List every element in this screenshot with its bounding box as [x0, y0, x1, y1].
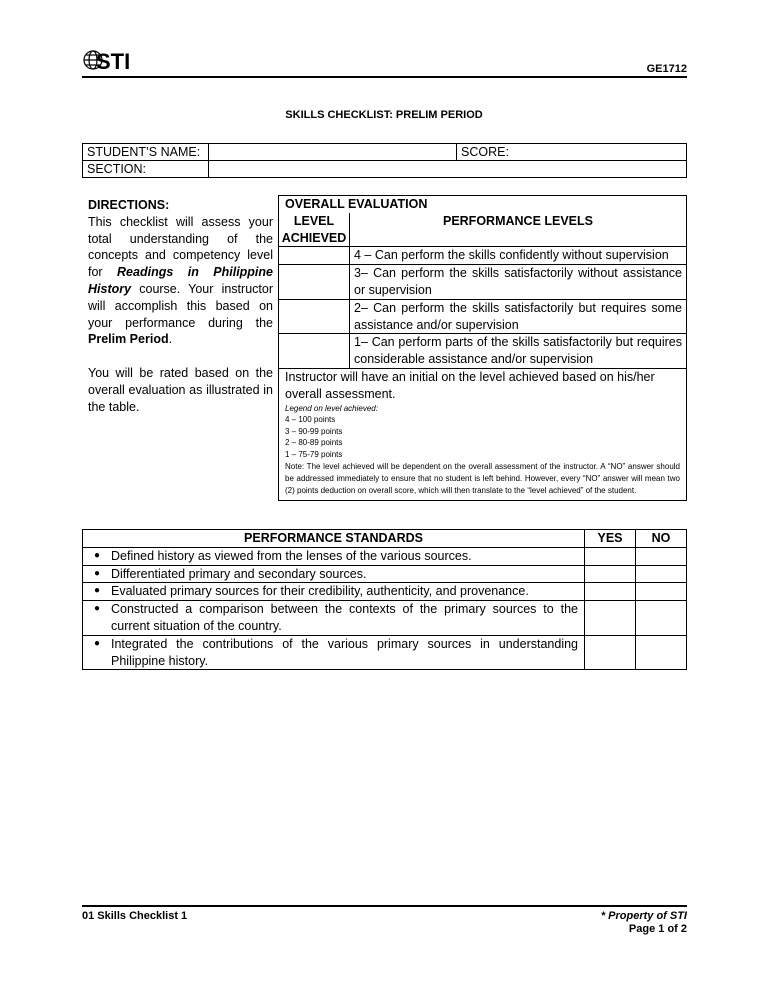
standard-text: Evaluated primary sources for their credibility, authenticity, and provenance. — [111, 584, 529, 599]
performance-standards-header: PERFORMANCE STANDARDS — [83, 530, 585, 548]
yes-header: YES — [585, 530, 636, 548]
level-checkbox-2[interactable] — [279, 299, 350, 334]
bullet-icon: ● — [93, 549, 101, 561]
performance-levels-header: PERFORMANCE LEVELS — [350, 213, 687, 247]
student-name-label: STUDENT’S NAME: — [83, 144, 209, 161]
overall-evaluation-table — [278, 195, 687, 501]
student-info-table — [82, 143, 687, 178]
legend-item: 2 – 80-89 points — [285, 438, 343, 448]
directions — [88, 197, 273, 416]
page-title: SKILLS CHECKLIST: PRELIM PERIOD — [285, 109, 483, 121]
table-row — [83, 601, 687, 636]
table-row — [83, 583, 687, 601]
yes-cell[interactable] — [585, 601, 636, 636]
table-row — [83, 635, 687, 670]
evaluation-caption: OVERALL EVALUATION — [279, 196, 687, 213]
yes-cell[interactable] — [585, 565, 636, 583]
performance-level-row — [279, 265, 687, 300]
no-cell[interactable] — [636, 583, 687, 601]
directions-text: This checklist will assess your total understanding of the concepts and competency level for — [88, 214, 273, 280]
performance-level-4: 4 – Can perform the skills confidently without supervision — [350, 247, 687, 265]
svg-text:STI: STI — [96, 49, 131, 74]
no-cell[interactable] — [636, 547, 687, 565]
bullet-icon: ● — [93, 637, 101, 649]
performance-level-row — [279, 299, 687, 334]
standard-text: Differentiated primary and secondary sources. — [111, 566, 367, 581]
performance-level-row — [279, 247, 687, 265]
level-checkbox-3[interactable] — [279, 265, 350, 300]
section-field[interactable] — [209, 161, 687, 178]
performance-standards-table — [82, 529, 687, 670]
footer-divider — [82, 905, 687, 907]
yes-cell[interactable] — [585, 635, 636, 670]
standard-text: Integrated the contributions of the various primary sources in understanding Philippine history. — [111, 636, 578, 668]
bullet-icon: ● — [93, 585, 101, 597]
directions-period-end: . — [168, 332, 173, 347]
footer-property: * Property of STI — [600, 910, 687, 922]
legend-title: Legend on level achieved: — [285, 403, 378, 413]
performance-level-2: 2– Can perform the skills satisfactorily but requires some assistance and/or supervision — [350, 299, 687, 334]
level-checkbox-4[interactable] — [279, 247, 350, 265]
directions-text-2: course. Your instructor will accomplish this based on your performance during the — [88, 281, 273, 330]
period-name: Prelim Period — [88, 332, 169, 347]
evaluation-note: Note: The level achieved will be dependent on the overall assessment of the instructor. A “NO” answer should be addressed immediately to ensure that no student is left behind. However, every “NO” answer will mean two (2) points deduction on overall score, which will then translate to the “level achieved” of the student. — [285, 461, 680, 496]
standard-text: Constructed a comparison between the contexts of the primary sources to the current situation of the country. — [111, 602, 578, 633]
no-cell[interactable] — [636, 565, 687, 583]
table-row — [83, 565, 687, 583]
footer-doc-name: 01 Skills Checklist 1 — [82, 910, 188, 922]
document-code: GE1712 — [646, 63, 687, 75]
bullet-icon: ● — [93, 567, 101, 579]
instructor-note: Instructor will have an initial on the level achieved based on his/her overall assessment. — [285, 369, 655, 401]
performance-level-row — [279, 334, 687, 369]
no-header: NO — [636, 530, 687, 548]
section-label: SECTION: — [83, 161, 209, 178]
bullet-icon: ● — [93, 603, 101, 615]
legend-item: 4 – 100 points — [285, 415, 336, 425]
performance-level-1: 1– Can perform parts of the skills satisfactorily but requires considerable assistance and/or supervision — [350, 334, 687, 369]
no-cell[interactable] — [636, 635, 687, 670]
performance-level-3: 3– Can perform the skills satisfactorily without assistance or supervision — [350, 265, 687, 300]
score-label: SCORE: — [461, 145, 509, 159]
course-name: Readings in Philippine History — [88, 265, 273, 296]
student-name-field[interactable] — [209, 144, 457, 161]
standard-text: Defined history as viewed from the lenses of the various sources. — [111, 548, 472, 563]
evaluation-notes — [279, 368, 687, 500]
yes-cell[interactable] — [585, 583, 636, 601]
sti-logo — [82, 46, 142, 74]
table-row — [83, 547, 687, 565]
no-cell[interactable] — [636, 601, 687, 636]
legend-item: 1 – 75-79 points — [285, 449, 343, 459]
level-achieved-header: LEVEL ACHIEVED — [279, 213, 350, 247]
level-checkbox-1[interactable] — [279, 334, 350, 369]
yes-cell[interactable] — [585, 547, 636, 565]
header-divider — [82, 76, 687, 78]
legend-item: 3 – 90-99 points — [285, 426, 343, 436]
directions-rating-text: You will be rated based on the overall evaluation as illustrated in the table. — [88, 366, 273, 414]
directions-heading: DIRECTIONS: — [88, 198, 170, 212]
score-field[interactable] — [457, 144, 687, 161]
page-number: Page 1 of 2 — [628, 923, 687, 935]
